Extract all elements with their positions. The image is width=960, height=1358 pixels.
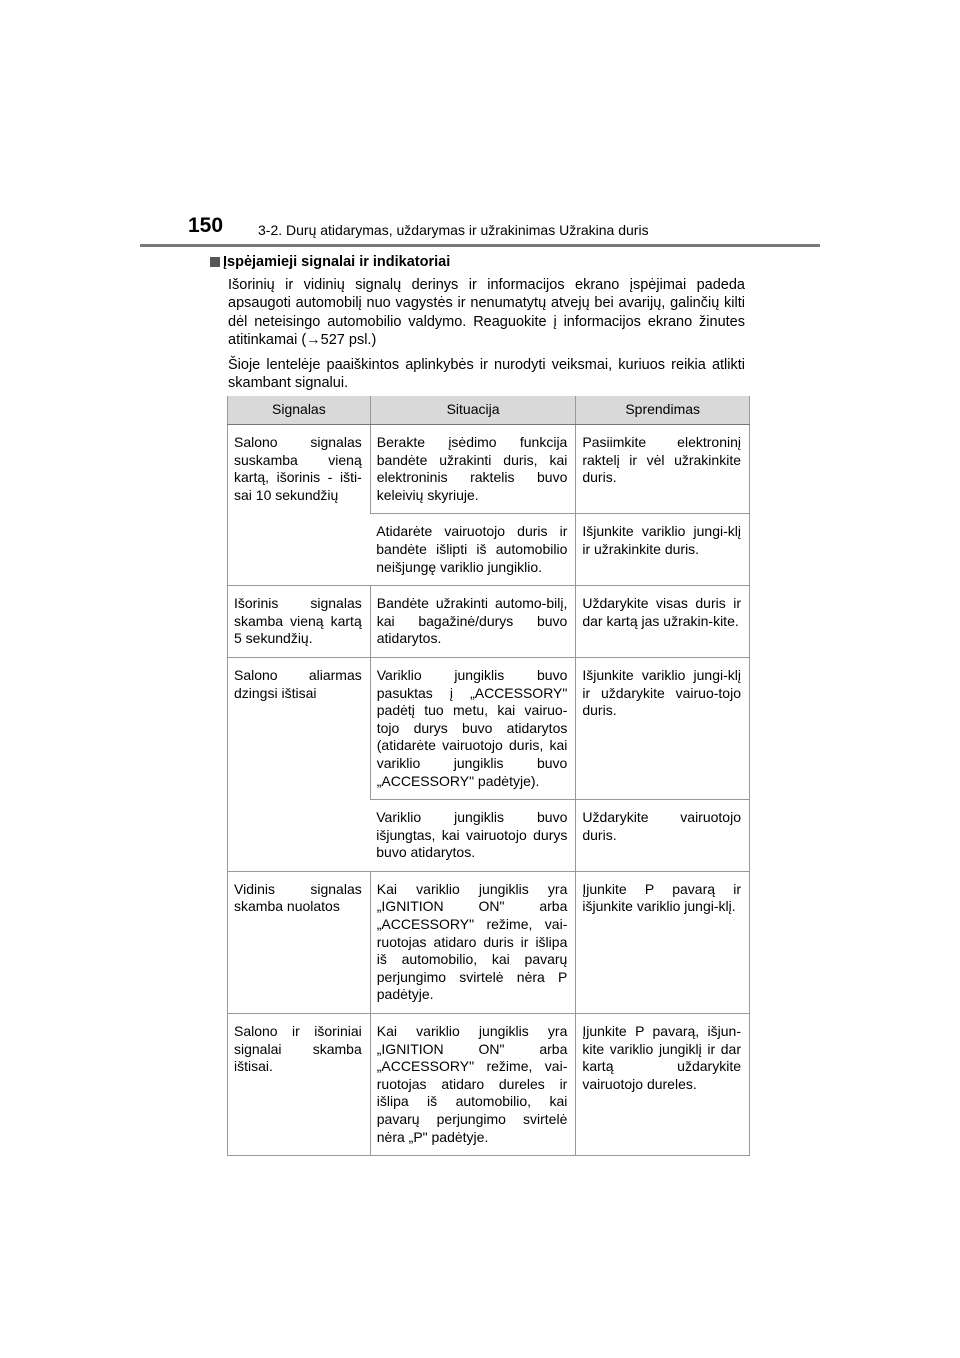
intro-paragraph: Išorinių ir vidinių signalų derinys ir informacijos ekrano įspėjimai padeda apsaugoti automobilį nuo vagystės ir nenumatytų atvejų bei avarijų, galinčių kilti dėl neteisingo automobilio valdymo. Reaguokite į informacijos ekrano žinutes atitinkamai (→527 psl.) (228, 277, 745, 349)
situation-cell: Variklio jungiklis buvo pasuktas į „ACCESSORY" padėtį tuo metu, kai vairuo-tojo durys buvo atidarytos (atidarėte vairuotojo duris, kai variklio jungiklis buvo „ACCESSORY" padėtyje). (370, 657, 576, 799)
section-heading (210, 252, 745, 272)
section-title: Įspėjamieji signalai ir indikatoriai (223, 254, 451, 270)
solution-cell: Uždarykite vairuotojo duris. (576, 800, 750, 872)
signal-cell: Salono aliarmas dzingsi ištisai (228, 657, 371, 871)
header-solution: Sprendimas (576, 396, 750, 425)
signal-cell: Išorinis signalas skamba vieną kartą 5 sekundžių. (228, 586, 371, 658)
header-signal: Signalas (228, 396, 371, 425)
situation-cell: Kai variklio jungiklis yra „IGNITION ON" arba „ACCESSORY" režime, vai-ruotojas atidaro duris ir išlipa iš automobilio, kai pavarų perjungimo svirtelė nėra P padėtyje. (370, 871, 576, 1013)
solution-cell: Išjunkite variklio jungi-klį ir uždarykite vairuo-tojo duris. (576, 657, 750, 799)
signal-cell: Salono ir išoriniai signalai skamba ištisai. (228, 1014, 371, 1156)
solution-cell: Įjunkite P pavarą, išjun-kite variklio jungiklį ir dar kartą uždarykite vairuotojo dureles. (576, 1014, 750, 1156)
square-bullet-icon (210, 257, 220, 267)
chapter-title: 3-2. Durų atidarymas, uždarymas ir užrakinimas Užrakina duris (258, 222, 649, 238)
situation-cell: Berakte įsėdimo funkcija bandėte užrakinti duris, kai elektroninis raktelis buvo keleivių skyriuje. (370, 425, 576, 514)
table-row (228, 657, 750, 799)
table-intro-paragraph: Šioje lentelėje paaiškintos aplinkybės ir nurodyti veiksmai, kuriuos reikia atlikti skambant signalui. (228, 356, 745, 392)
page-number: 150 (188, 214, 224, 237)
header-situation: Situacija (370, 396, 576, 425)
table-row (228, 1014, 750, 1156)
situation-cell: Variklio jungiklis buvo išjungtas, kai vairuotojo durys buvo atidarytos. (370, 800, 576, 872)
signal-cell: Salono signalas suskamba vieną kartą, išorinis - išti-sai 10 sekundžių (228, 425, 371, 586)
solution-cell: Pasiimkite elektroninį raktelį ir vėl užrakinkite duris. (576, 425, 750, 514)
warning-signals-table (227, 396, 750, 1156)
situation-cell: Atidarėte vairuotojo duris ir bandėte išlipti iš automobilio neišjungę variklio jungiklio. (370, 514, 576, 586)
header-divider (140, 244, 820, 247)
table-row (228, 586, 750, 658)
page-header (140, 214, 820, 246)
solution-cell: Išjunkite variklio jungi-klį ir užrakinkite duris. (576, 514, 750, 586)
solution-cell: Įjunkite P pavarą ir išjunkite variklio jungi-klį. (576, 871, 750, 1013)
table-row (228, 871, 750, 1013)
situation-cell: Kai variklio jungiklis yra „IGNITION ON" arba „ACCESSORY" režime, vai-ruotojas atidaro dureles ir išlipa iš automobilio, kai pavarų perjungimo svirtelė nėra „P" padėtyje. (370, 1014, 576, 1156)
solution-cell: Uždarykite visas duris ir dar kartą jas užrakin-kite. (576, 586, 750, 658)
table-header-row (228, 396, 750, 425)
situation-cell: Bandėte užrakinti automo-bilį, kai bagažinė/durys buvo atidarytos. (370, 586, 576, 658)
warning-section (210, 252, 745, 398)
signal-cell: Vidinis signalas skamba nuolatos (228, 871, 371, 1013)
table-row (228, 425, 750, 514)
